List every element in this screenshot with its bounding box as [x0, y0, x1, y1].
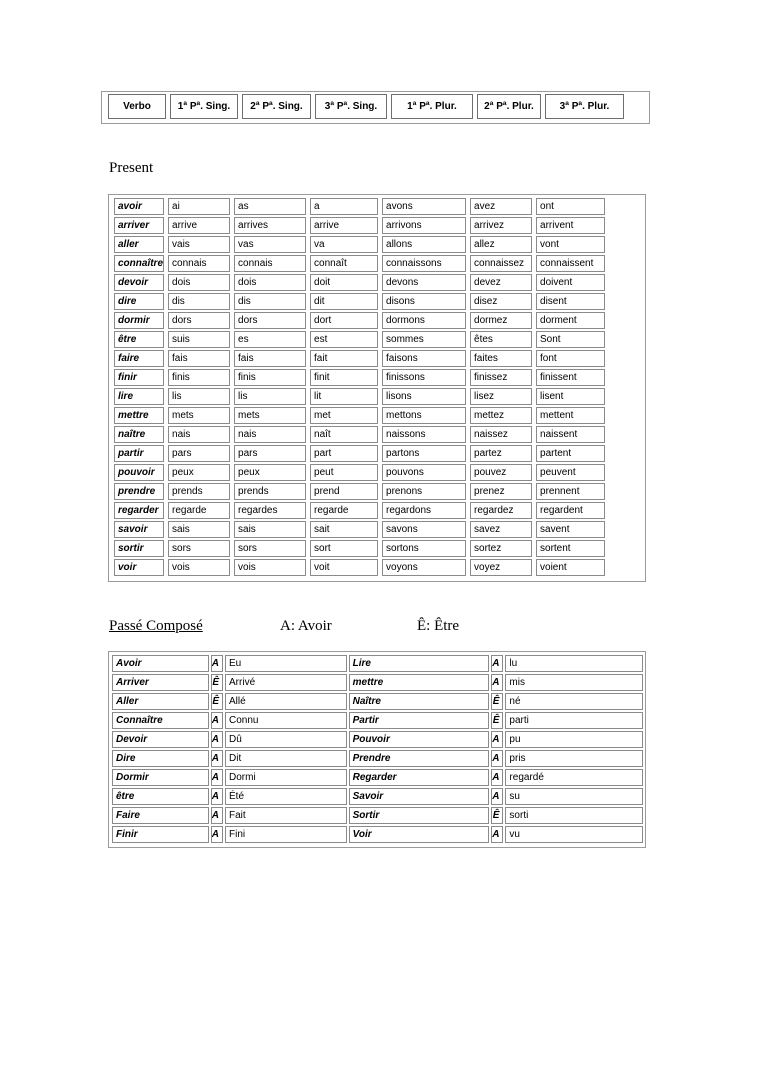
present-table-frame — [108, 194, 646, 582]
table-row — [114, 331, 605, 348]
auxiliary-cell: A — [491, 788, 503, 805]
auxiliary-cell: A — [491, 674, 503, 691]
conjugation-cell: faites — [470, 350, 532, 367]
conjugation-cell: savez — [470, 521, 532, 538]
verb-cell: Voir — [349, 826, 490, 843]
conjugation-cell: voyons — [382, 559, 466, 576]
table-row — [114, 483, 605, 500]
conjugation-cell: dors — [234, 312, 306, 329]
auxiliary-cell: Ê — [211, 693, 223, 710]
conjugation-cell: connaît — [310, 255, 378, 272]
passe-compose-table-frame — [108, 651, 646, 848]
table-row — [114, 369, 605, 386]
conjugation-cell: va — [310, 236, 378, 253]
verb-cell: aller — [114, 236, 164, 253]
auxiliary-cell: Ê — [491, 693, 503, 710]
conjugation-cell: est — [310, 331, 378, 348]
table-row — [114, 388, 605, 405]
conjugation-cell: arrives — [234, 217, 306, 234]
verb-cell: Devoir — [112, 731, 209, 748]
conjugation-cell: lisons — [382, 388, 466, 405]
table-row — [114, 350, 605, 367]
participle-cell: sorti — [505, 807, 643, 824]
conjugation-cell: voyez — [470, 559, 532, 576]
auxiliary-cell: A — [211, 807, 223, 824]
conjugation-cell: es — [234, 331, 306, 348]
conjugation-cell: disons — [382, 293, 466, 310]
participle-cell: Connu — [225, 712, 347, 729]
conjugation-cell: disent — [536, 293, 605, 310]
conjugation-cell: vois — [234, 559, 306, 576]
conjugation-cell: prends — [234, 483, 306, 500]
conjugation-cell: dis — [168, 293, 230, 310]
conjugation-cell: dit — [310, 293, 378, 310]
verb-cell: Regarder — [349, 769, 490, 786]
conjugation-cell: met — [310, 407, 378, 424]
conjugation-cell: avons — [382, 198, 466, 215]
conjugation-cell: arrive — [168, 217, 230, 234]
conjugation-cell: dormez — [470, 312, 532, 329]
conjugation-cell: regardons — [382, 502, 466, 519]
conjugation-cell: dois — [234, 274, 306, 291]
conjugation-cell: arrive — [310, 217, 378, 234]
verb-cell: Pouvoir — [349, 731, 490, 748]
participle-cell: Dû — [225, 731, 347, 748]
conjugation-cell: sortez — [470, 540, 532, 557]
conjugation-cell: voient — [536, 559, 605, 576]
column-header: 3ª Pª. Plur. — [545, 94, 624, 119]
conjugation-cell: nais — [168, 426, 230, 443]
verb-cell: voir — [114, 559, 164, 576]
conjugation-cell: devez — [470, 274, 532, 291]
table-row — [112, 731, 643, 748]
conjugation-cell: sort — [310, 540, 378, 557]
conjugation-cell: mets — [168, 407, 230, 424]
header-table-frame — [101, 91, 650, 124]
conjugation-cell: connaissez — [470, 255, 532, 272]
auxiliary-cell: A — [211, 712, 223, 729]
conjugation-cell: peux — [234, 464, 306, 481]
conjugation-cell: pouvons — [382, 464, 466, 481]
verb-cell: mettre — [114, 407, 164, 424]
conjugation-cell: font — [536, 350, 605, 367]
table-row — [114, 502, 605, 519]
conjugation-cell: regardes — [234, 502, 306, 519]
conjugation-cell: prennent — [536, 483, 605, 500]
conjugation-cell: finit — [310, 369, 378, 386]
conjugation-cell: partons — [382, 445, 466, 462]
verb-cell: Connaître — [112, 712, 209, 729]
conjugation-cell: dors — [168, 312, 230, 329]
auxiliary-cell: A — [211, 788, 223, 805]
conjugation-cell: doivent — [536, 274, 605, 291]
conjugation-cell: finissent — [536, 369, 605, 386]
passe-compose-title: Passé Composé — [109, 618, 203, 634]
table-row — [112, 674, 643, 691]
verb-cell: avoir — [114, 198, 164, 215]
conjugation-cell: lisez — [470, 388, 532, 405]
verb-cell: Prendre — [349, 750, 490, 767]
conjugation-cell: connaissons — [382, 255, 466, 272]
table-row — [112, 807, 643, 824]
table-row — [112, 826, 643, 843]
verb-cell: finir — [114, 369, 164, 386]
conjugation-cell: sortent — [536, 540, 605, 557]
table-row — [114, 426, 605, 443]
table-row — [114, 255, 605, 272]
verb-cell: Finir — [112, 826, 209, 843]
verb-cell: pouvoir — [114, 464, 164, 481]
conjugation-cell: vais — [168, 236, 230, 253]
conjugation-cell: sortons — [382, 540, 466, 557]
table-row — [112, 693, 643, 710]
conjugation-cell: pouvez — [470, 464, 532, 481]
verb-cell: mettre — [349, 674, 490, 691]
verb-cell: Partir — [349, 712, 490, 729]
conjugation-cell: partez — [470, 445, 532, 462]
table-row — [114, 293, 605, 310]
table-row — [112, 750, 643, 767]
participle-cell: Arrivé — [225, 674, 347, 691]
table-row — [114, 312, 605, 329]
verb-cell: naître — [114, 426, 164, 443]
participle-cell: Été — [225, 788, 347, 805]
auxiliary-cell: A — [211, 731, 223, 748]
table-row — [112, 655, 643, 672]
auxiliary-cell: A — [211, 769, 223, 786]
conjugation-cell: Sont — [536, 331, 605, 348]
conjugation-cell: peut — [310, 464, 378, 481]
verb-cell: Faire — [112, 807, 209, 824]
conjugation-cell: sais — [168, 521, 230, 538]
conjugation-cell: sait — [310, 521, 378, 538]
conjugation-cell: peuvent — [536, 464, 605, 481]
conjugation-cell: savons — [382, 521, 466, 538]
conjugation-cell: nais — [234, 426, 306, 443]
conjugation-cell: regardez — [470, 502, 532, 519]
verb-cell: Sortir — [349, 807, 490, 824]
conjugation-cell: vont — [536, 236, 605, 253]
conjugation-cell: prenez — [470, 483, 532, 500]
conjugation-cell: pars — [234, 445, 306, 462]
table-row — [114, 464, 605, 481]
conjugation-cell: dort — [310, 312, 378, 329]
conjugation-cell: arrivez — [470, 217, 532, 234]
conjugation-cell: sors — [234, 540, 306, 557]
conjugation-cell: dorment — [536, 312, 605, 329]
conjugation-cell: disez — [470, 293, 532, 310]
table-row — [114, 540, 605, 557]
conjugation-cell: finissons — [382, 369, 466, 386]
conjugation-cell: fais — [168, 350, 230, 367]
verb-cell: Lire — [349, 655, 490, 672]
conjugation-cell: pars — [168, 445, 230, 462]
conjugation-cell: ai — [168, 198, 230, 215]
verb-cell: sortir — [114, 540, 164, 557]
conjugation-cell: part — [310, 445, 378, 462]
participle-cell: Fini — [225, 826, 347, 843]
verb-cell: être — [112, 788, 209, 805]
conjugation-cell: suis — [168, 331, 230, 348]
conjugation-cell: prend — [310, 483, 378, 500]
verb-cell: Avoir — [112, 655, 209, 672]
conjugation-cell: naissent — [536, 426, 605, 443]
participle-cell: Dormi — [225, 769, 347, 786]
auxiliary-cell: A — [211, 750, 223, 767]
conjugation-cell: mets — [234, 407, 306, 424]
conjugation-cell: a — [310, 198, 378, 215]
conjugation-cell: arrivons — [382, 217, 466, 234]
auxiliary-cell: A — [491, 731, 503, 748]
verb-cell: Arriver — [112, 674, 209, 691]
verb-cell: dire — [114, 293, 164, 310]
table-row — [112, 769, 643, 786]
conjugation-cell: connaissent — [536, 255, 605, 272]
conjugation-cell: naissons — [382, 426, 466, 443]
conjugation-cell: sommes — [382, 331, 466, 348]
avoir-legend: A: Avoir — [280, 618, 332, 634]
conjugation-cell: sors — [168, 540, 230, 557]
verb-cell: connaître — [114, 255, 164, 272]
table-row — [112, 788, 643, 805]
conjugation-cell: regardent — [536, 502, 605, 519]
conjugation-cell: regarde — [168, 502, 230, 519]
conjugation-cell: finis — [234, 369, 306, 386]
participle-cell: pu — [505, 731, 643, 748]
auxiliary-cell: Ê — [211, 674, 223, 691]
conjugation-cell: peux — [168, 464, 230, 481]
column-header: 3ª Pª. Sing. — [315, 94, 387, 119]
conjugation-cell: allons — [382, 236, 466, 253]
conjugation-cell: voit — [310, 559, 378, 576]
conjugation-cell: lis — [168, 388, 230, 405]
auxiliary-cell: A — [491, 750, 503, 767]
verb-cell: être — [114, 331, 164, 348]
participle-cell: né — [505, 693, 643, 710]
conjugation-cell: fais — [234, 350, 306, 367]
participle-cell: regardé — [505, 769, 643, 786]
conjugation-cell: finissez — [470, 369, 532, 386]
verb-cell: lire — [114, 388, 164, 405]
auxiliary-cell: Ê — [491, 712, 503, 729]
participle-cell: Fait — [225, 807, 347, 824]
table-row — [112, 712, 643, 729]
auxiliary-cell: A — [211, 655, 223, 672]
conjugation-cell: connais — [168, 255, 230, 272]
auxiliary-cell: A — [491, 826, 503, 843]
etre-legend: Ê: Être — [417, 618, 460, 634]
auxiliary-cell: A — [211, 826, 223, 843]
header-row — [108, 94, 624, 119]
conjugation-cell: mettez — [470, 407, 532, 424]
table-row — [114, 217, 605, 234]
conjugation-cell: naît — [310, 426, 378, 443]
verb-cell: dormir — [114, 312, 164, 329]
participle-cell: lu — [505, 655, 643, 672]
participle-cell: parti — [505, 712, 643, 729]
verb-cell: Savoir — [349, 788, 490, 805]
participle-cell: Eu — [225, 655, 347, 672]
table-row — [114, 274, 605, 291]
conjugation-cell: lisent — [536, 388, 605, 405]
conjugation-cell: avez — [470, 198, 532, 215]
present-table — [110, 196, 609, 578]
verb-cell: Naître — [349, 693, 490, 710]
conjugation-cell: mettent — [536, 407, 605, 424]
conjugation-cell: lis — [234, 388, 306, 405]
conjugation-cell: connais — [234, 255, 306, 272]
participle-cell: pris — [505, 750, 643, 767]
auxiliary-cell: Ê — [491, 807, 503, 824]
column-header: 1ª Pª. Sing. — [170, 94, 238, 119]
conjugation-cell: arrivent — [536, 217, 605, 234]
passe-compose-table — [110, 653, 645, 845]
participle-cell: su — [505, 788, 643, 805]
conjugation-cell: faisons — [382, 350, 466, 367]
conjugation-cell: dormons — [382, 312, 466, 329]
auxiliary-cell: A — [491, 655, 503, 672]
conjugation-cell: êtes — [470, 331, 532, 348]
verb-cell: regarder — [114, 502, 164, 519]
participle-cell: Allé — [225, 693, 347, 710]
column-header: Verbo — [108, 94, 166, 119]
table-row — [114, 407, 605, 424]
verb-cell: Dormir — [112, 769, 209, 786]
verb-cell: prendre — [114, 483, 164, 500]
conjugation-cell: devons — [382, 274, 466, 291]
verb-cell: devoir — [114, 274, 164, 291]
conjugation-cell: dois — [168, 274, 230, 291]
conjugation-cell: dis — [234, 293, 306, 310]
present-title: Present — [109, 160, 154, 176]
conjugation-cell: sais — [234, 521, 306, 538]
conjugation-cell: ont — [536, 198, 605, 215]
verb-cell: Dire — [112, 750, 209, 767]
conjugation-cell: allez — [470, 236, 532, 253]
column-header: 2ª Pª. Plur. — [477, 94, 541, 119]
conjugation-cell: fait — [310, 350, 378, 367]
conjugation-cell: regarde — [310, 502, 378, 519]
participle-cell: mis — [505, 674, 643, 691]
column-header: 2ª Pª. Sing. — [242, 94, 311, 119]
participle-cell: vu — [505, 826, 643, 843]
conjugation-cell: vois — [168, 559, 230, 576]
verb-cell: partir — [114, 445, 164, 462]
conjugation-cell: vas — [234, 236, 306, 253]
table-row — [114, 236, 605, 253]
conjugation-cell: naissez — [470, 426, 532, 443]
conjugation-cell: partent — [536, 445, 605, 462]
column-header: 1ª Pª. Plur. — [391, 94, 473, 119]
participle-cell: Dit — [225, 750, 347, 767]
verb-cell: arriver — [114, 217, 164, 234]
auxiliary-cell: A — [491, 769, 503, 786]
header-table — [104, 94, 628, 119]
verb-cell: faire — [114, 350, 164, 367]
conjugation-cell: as — [234, 198, 306, 215]
table-row — [114, 198, 605, 215]
table-row — [114, 559, 605, 576]
table-row — [114, 521, 605, 538]
conjugation-cell: doit — [310, 274, 378, 291]
conjugation-cell: finis — [168, 369, 230, 386]
verb-cell: Aller — [112, 693, 209, 710]
conjugation-cell: prenons — [382, 483, 466, 500]
conjugation-cell: lit — [310, 388, 378, 405]
verb-cell: savoir — [114, 521, 164, 538]
conjugation-cell: prends — [168, 483, 230, 500]
conjugation-cell: savent — [536, 521, 605, 538]
table-row — [114, 445, 605, 462]
conjugation-cell: mettons — [382, 407, 466, 424]
